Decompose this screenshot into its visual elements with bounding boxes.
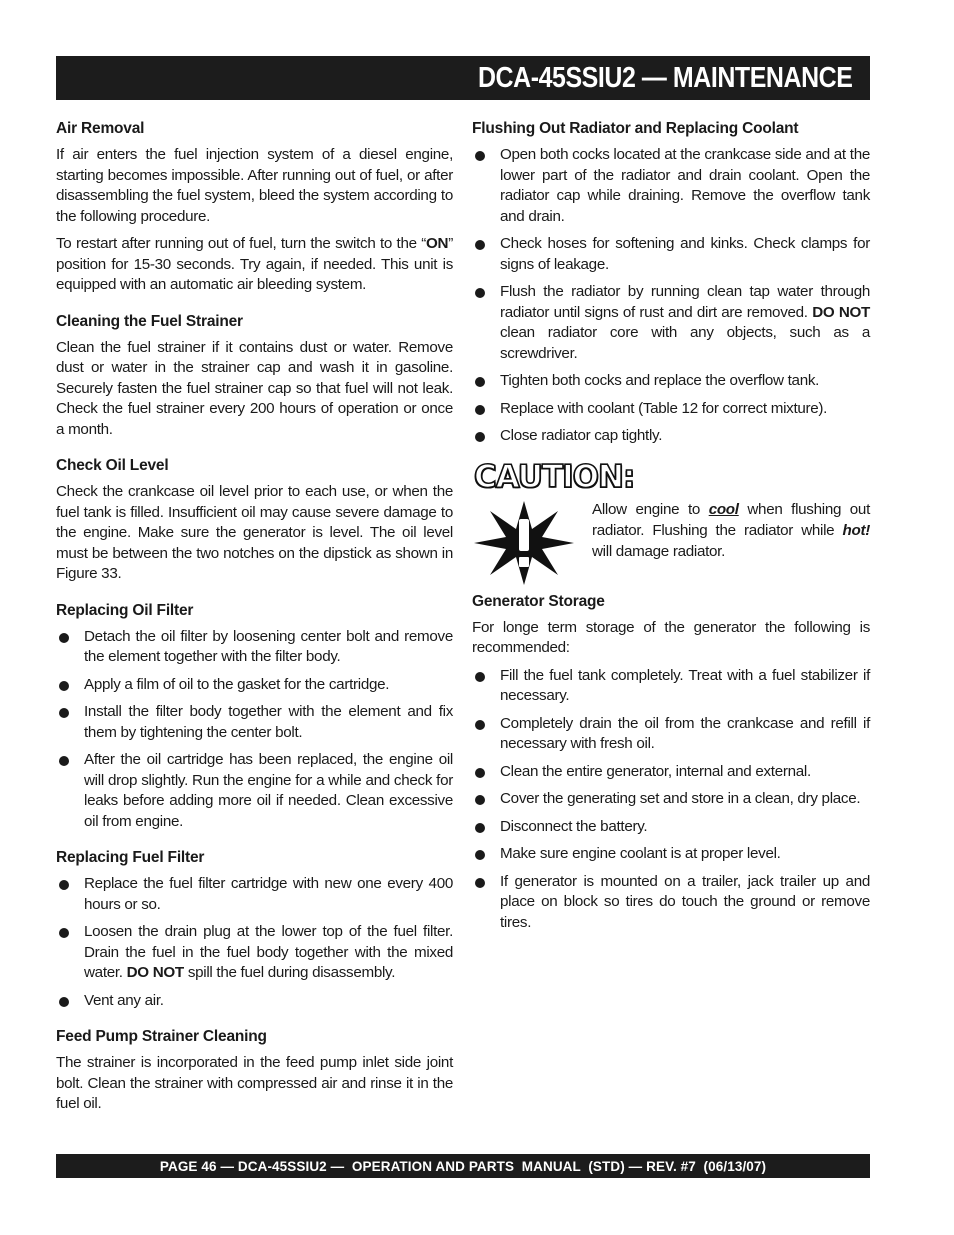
fuel-filter-list [56, 874, 453, 1011]
bullet-icon [59, 633, 69, 643]
caution-text [592, 499, 870, 562]
list-item [56, 922, 453, 984]
caution-title: CAUTION: [474, 458, 635, 495]
bullet-icon [59, 708, 69, 718]
fuel-strainer-paragraph: Clean the fuel strainer if it contains dust or water. Remove dust or water in the strainer cap and wash it in gasoline. Securely fasten the fuel strainer cap so that fuel will not leak. Check the fuel strainer every 200 hours of operation or once a month. [56, 338, 453, 438]
text-run: ” position for 15-30 seconds. Try again, if needed. This unit is equipped with an automatic air bleeding system. [56, 235, 453, 293]
list-item-text: After the oil cartridge has been replaced, the engine oil will drop slightly. Run the engine for a while and check for leaks before adding more oil if needed. Clean excessive oil from engine. [84, 751, 453, 830]
storage-heading: Generator Storage [472, 592, 605, 610]
fuel-strainer-heading: Cleaning the Fuel Strainer [56, 312, 243, 330]
list-item-text: Detach the oil filter by loosening center bolt and remove the element together with the filter body. [84, 627, 453, 665]
list-item [472, 666, 870, 707]
list-item-text: Replace with coolant (Table 12 for correct mixture). [500, 399, 828, 417]
list-item-text: clean radiator core with any objects, such as a screwdriver. [500, 324, 870, 362]
list-item-text: Make sure engine coolant is at proper level. [500, 845, 781, 862]
bullet-icon [475, 432, 485, 442]
bullet-icon [475, 288, 485, 298]
list-item-text: Vent any air. [84, 991, 164, 1009]
list-item-text: Check hoses for softening and kinks. Check clamps for signs of leakage. [500, 235, 870, 273]
bullet-icon [59, 997, 69, 1007]
list-item [472, 872, 870, 934]
air-removal-paragraph-1: If air enters the fuel injection system of a diesel engine, starting becomes impossible. After running out of fuel, or after disassembling the fuel system, bleed the system according to the following procedure. [56, 146, 453, 225]
bullet-icon [475, 795, 485, 805]
right-column [472, 120, 870, 940]
page-header [56, 56, 870, 100]
bullet-icon [475, 151, 485, 161]
cool-emphasis: cool [708, 500, 739, 518]
list-item [472, 399, 870, 420]
oil-level-paragraph: Check the crankcase oil level prior to each use, or when the fuel tank is filled. Insufficient oil may cause severe damage to the engine. Make sure the generator is level. The oil level must be between the two notches on the dipstick as shown in Figure 33. [56, 483, 453, 582]
bullet-icon [475, 240, 485, 250]
list-item [56, 627, 453, 668]
feed-pump-paragraph: The strainer is incorporated in the feed pump inlet side joint bolt. Clean the strainer with compressed air and rinse it in the fuel oil. [56, 1054, 453, 1112]
footer-text: PAGE 46 — DCA-45SSIU2 — OPERATION AND PARTS MANUAL (STD) — REV. #7 (06/13/07) [159, 1158, 767, 1174]
radiator-list [472, 145, 870, 447]
text-run: Allow engine to [592, 500, 709, 518]
bullet-icon [475, 823, 485, 833]
feed-pump-heading: Feed Pump Strainer Cleaning [56, 1028, 267, 1045]
list-item [472, 817, 870, 838]
list-item-text: spill the fuel during disassembly. [183, 964, 396, 981]
list-item [472, 282, 870, 364]
list-item [472, 714, 870, 755]
storage-intro: For longe term storage of the generator the following is recommended: [472, 618, 870, 656]
list-item-text: If generator is mounted on a trailer, jack trailer up and place on block so tires do touch the ground or remove tires. [500, 872, 870, 931]
bullet-icon [475, 672, 485, 682]
list-item [472, 762, 870, 783]
list-item-text: Disconnect the battery. [500, 817, 648, 835]
bullet-icon [475, 768, 485, 778]
text-run: when flushing out radiator. Flushing the radiator while [592, 500, 870, 539]
list-item [472, 145, 870, 227]
list-item-text: Completely drain the oil from the crankcase and refill if necessary with fresh oil. [500, 714, 870, 752]
list-item [56, 874, 453, 915]
text-run: To restart after running out of fuel, turn the switch to the “ [56, 235, 427, 252]
list-item-text: Open both cocks located at the crankcase side and at the lower part of the radiator and drain coolant. Open the radiator cap while draining. Remove the overflow tank and drain. [500, 146, 870, 225]
list-item [472, 789, 870, 810]
oil-filter-heading: Replacing Oil Filter [56, 601, 194, 619]
bullet-icon [475, 377, 485, 387]
list-item-text: Replace the fuel filter cartridge with new one every 400 hours or so. [84, 875, 453, 913]
bullet-icon [59, 928, 69, 938]
list-item-text: Clean the entire generator, internal and external. [500, 762, 811, 780]
list-item [472, 234, 870, 275]
bullet-icon [59, 880, 69, 890]
list-item-text: Apply a film of oil to the gasket for the cartridge. [84, 675, 390, 693]
air-removal-heading: Air Removal [56, 120, 145, 137]
left-column [56, 120, 453, 1122]
list-item [56, 991, 453, 1012]
fuel-filter-heading: Replacing Fuel Filter [56, 849, 205, 866]
oil-filter-list [56, 627, 453, 833]
oil-level-heading: Check Oil Level [56, 457, 169, 474]
list-item [472, 844, 870, 865]
list-item [56, 702, 453, 743]
do-not-emphasis: DO NOT [126, 964, 184, 981]
do-not-emphasis: DO NOT [812, 303, 871, 321]
list-item-text: Tighten both cocks and replace the overflow tank. [500, 372, 820, 389]
page-footer [56, 1154, 870, 1178]
bullet-icon [59, 756, 69, 766]
list-item [472, 426, 870, 447]
bullet-icon [475, 405, 485, 415]
on-emphasis: ON [426, 235, 449, 252]
bullet-icon [475, 850, 485, 860]
bullet-icon [59, 681, 69, 691]
text-run: will damage radiator. [592, 542, 725, 560]
page-title: DCA-45SSIU2 — MAINTENANCE [477, 61, 852, 94]
list-item [56, 675, 453, 696]
caution-box [472, 497, 870, 583]
storage-list [472, 666, 870, 934]
radiator-heading: Flushing Out Radiator and Replacing Coolant [472, 120, 799, 137]
air-removal-paragraph-2 [56, 234, 453, 296]
hot-emphasis: hot! [842, 521, 870, 539]
warning-starburst-icon [472, 501, 576, 585]
bullet-icon [475, 878, 485, 888]
list-item [56, 750, 453, 832]
list-item [472, 371, 870, 392]
list-item-text: Loosen the drain plug at the lower top of the fuel filter. Drain the fuel in the fuel body together with the mixed water. [84, 923, 453, 981]
bullet-icon [475, 720, 485, 730]
list-item-text: Close radiator cap tightly. [500, 427, 663, 444]
list-item-text: Cover the generating set and store in a clean, dry place. [500, 790, 861, 807]
list-item-text: Install the filter body together with the element and fix them by tightening the center bolt. [84, 703, 453, 741]
list-item-text: Flush the radiator by running clean tap water through radiator until signs of rust and dirt are removed. [500, 283, 870, 321]
list-item-text: Fill the fuel tank completely. Treat with a fuel stabilizer if necessary. [500, 666, 870, 704]
